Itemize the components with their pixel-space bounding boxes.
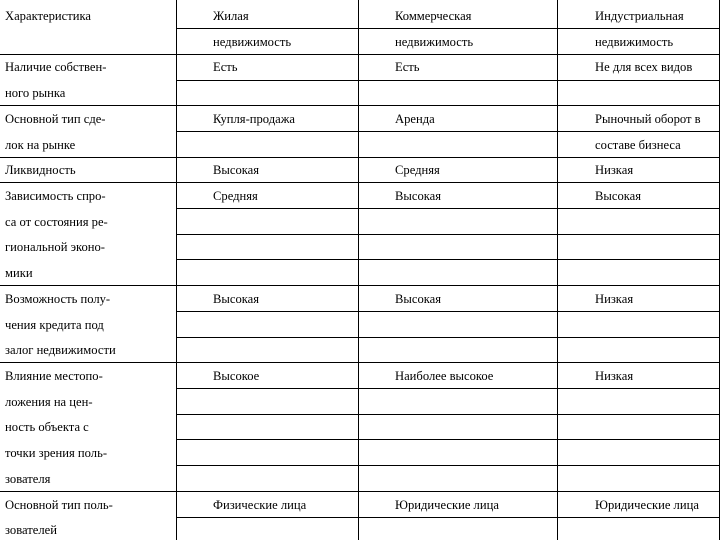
cell-residential: Высокое — [213, 369, 260, 383]
row-label: мики — [5, 266, 33, 280]
row-label: ложения на цен- — [5, 395, 93, 409]
row-label: залог недвижимости — [5, 343, 116, 357]
table-row-divider — [0, 285, 720, 286]
cell-commercial: Наиболее высокое — [395, 369, 494, 383]
row-label: Ликвидность — [5, 163, 76, 177]
row-label: точки зрения поль- — [5, 446, 108, 460]
table-line-guide — [176, 259, 720, 260]
header-residential: недвижимость — [213, 35, 292, 49]
cell-commercial: Аренда — [395, 112, 435, 126]
header-commercial: недвижимость — [395, 35, 474, 49]
header-residential: Жилая — [213, 9, 249, 23]
row-label: Зависимость спро- — [5, 189, 106, 203]
header-industrial: недвижимость — [595, 35, 674, 49]
header-commercial: Коммерческая — [395, 9, 472, 23]
table-line-guide — [176, 465, 720, 466]
row-label: гиональной эконо- — [5, 240, 106, 254]
table-line-guide — [176, 28, 720, 29]
cell-industrial: составе бизнеса — [595, 138, 681, 152]
table-row-divider — [0, 105, 720, 106]
cell-residential: Физические лица — [213, 498, 307, 512]
row-label: Влияние местопо- — [5, 369, 103, 383]
table-row-divider — [0, 491, 720, 492]
cell-residential: Средняя — [213, 189, 258, 203]
cell-commercial: Средняя — [395, 163, 440, 177]
cell-industrial: Высокая — [595, 189, 642, 203]
cell-industrial: Не для всех видов — [595, 60, 693, 74]
cell-commercial: Юридические лица — [395, 498, 499, 512]
cell-commercial: Высокая — [395, 292, 442, 306]
cell-residential: Высокая — [213, 163, 260, 177]
cell-industrial: Низкая — [595, 369, 634, 383]
table-line-guide — [176, 388, 720, 389]
cell-industrial: Низкая — [595, 163, 634, 177]
table-line-guide — [176, 208, 720, 209]
table-column-divider — [557, 0, 558, 540]
table-row-divider — [0, 362, 720, 363]
table-column-divider — [176, 0, 177, 540]
cell-industrial: Юридические лица — [595, 498, 699, 512]
cell-residential: Высокая — [213, 292, 260, 306]
header-characteristic: Характеристика — [5, 9, 92, 23]
table-line-guide — [176, 311, 720, 312]
table-row-divider — [0, 54, 720, 55]
table-line-guide — [176, 80, 720, 81]
row-label: чения кредита под — [5, 318, 104, 332]
table-line-guide — [176, 414, 720, 415]
table-line-guide — [176, 439, 720, 440]
table-row-divider — [0, 182, 720, 183]
cell-industrial: Низкая — [595, 292, 634, 306]
row-label: са от состояния ре- — [5, 215, 108, 229]
row-label: Возможность полу- — [5, 292, 111, 306]
row-label: ность объекта с — [5, 420, 89, 434]
row-label: ного рынка — [5, 86, 66, 100]
row-label: лок на рынке — [5, 138, 76, 152]
row-label: Наличие собствен- — [5, 60, 107, 74]
row-label: зователя — [5, 472, 51, 486]
table-line-guide — [176, 337, 720, 338]
header-industrial: Индустриальная — [595, 9, 684, 23]
table-line-guide — [176, 517, 720, 518]
table-line-guide — [176, 131, 720, 132]
row-label: Основной тип поль- — [5, 498, 113, 512]
table-line-guide — [176, 234, 720, 235]
row-label: Основной тип сде- — [5, 112, 106, 126]
table-row-divider — [0, 157, 720, 158]
table-column-divider — [358, 0, 359, 540]
cell-residential: Купля-продажа — [213, 112, 296, 126]
cell-commercial: Есть — [395, 60, 420, 74]
cell-commercial: Высокая — [395, 189, 442, 203]
row-label: зователей — [5, 523, 57, 537]
cell-industrial: Рыночный оборот в — [595, 112, 701, 126]
cell-residential: Есть — [213, 60, 238, 74]
